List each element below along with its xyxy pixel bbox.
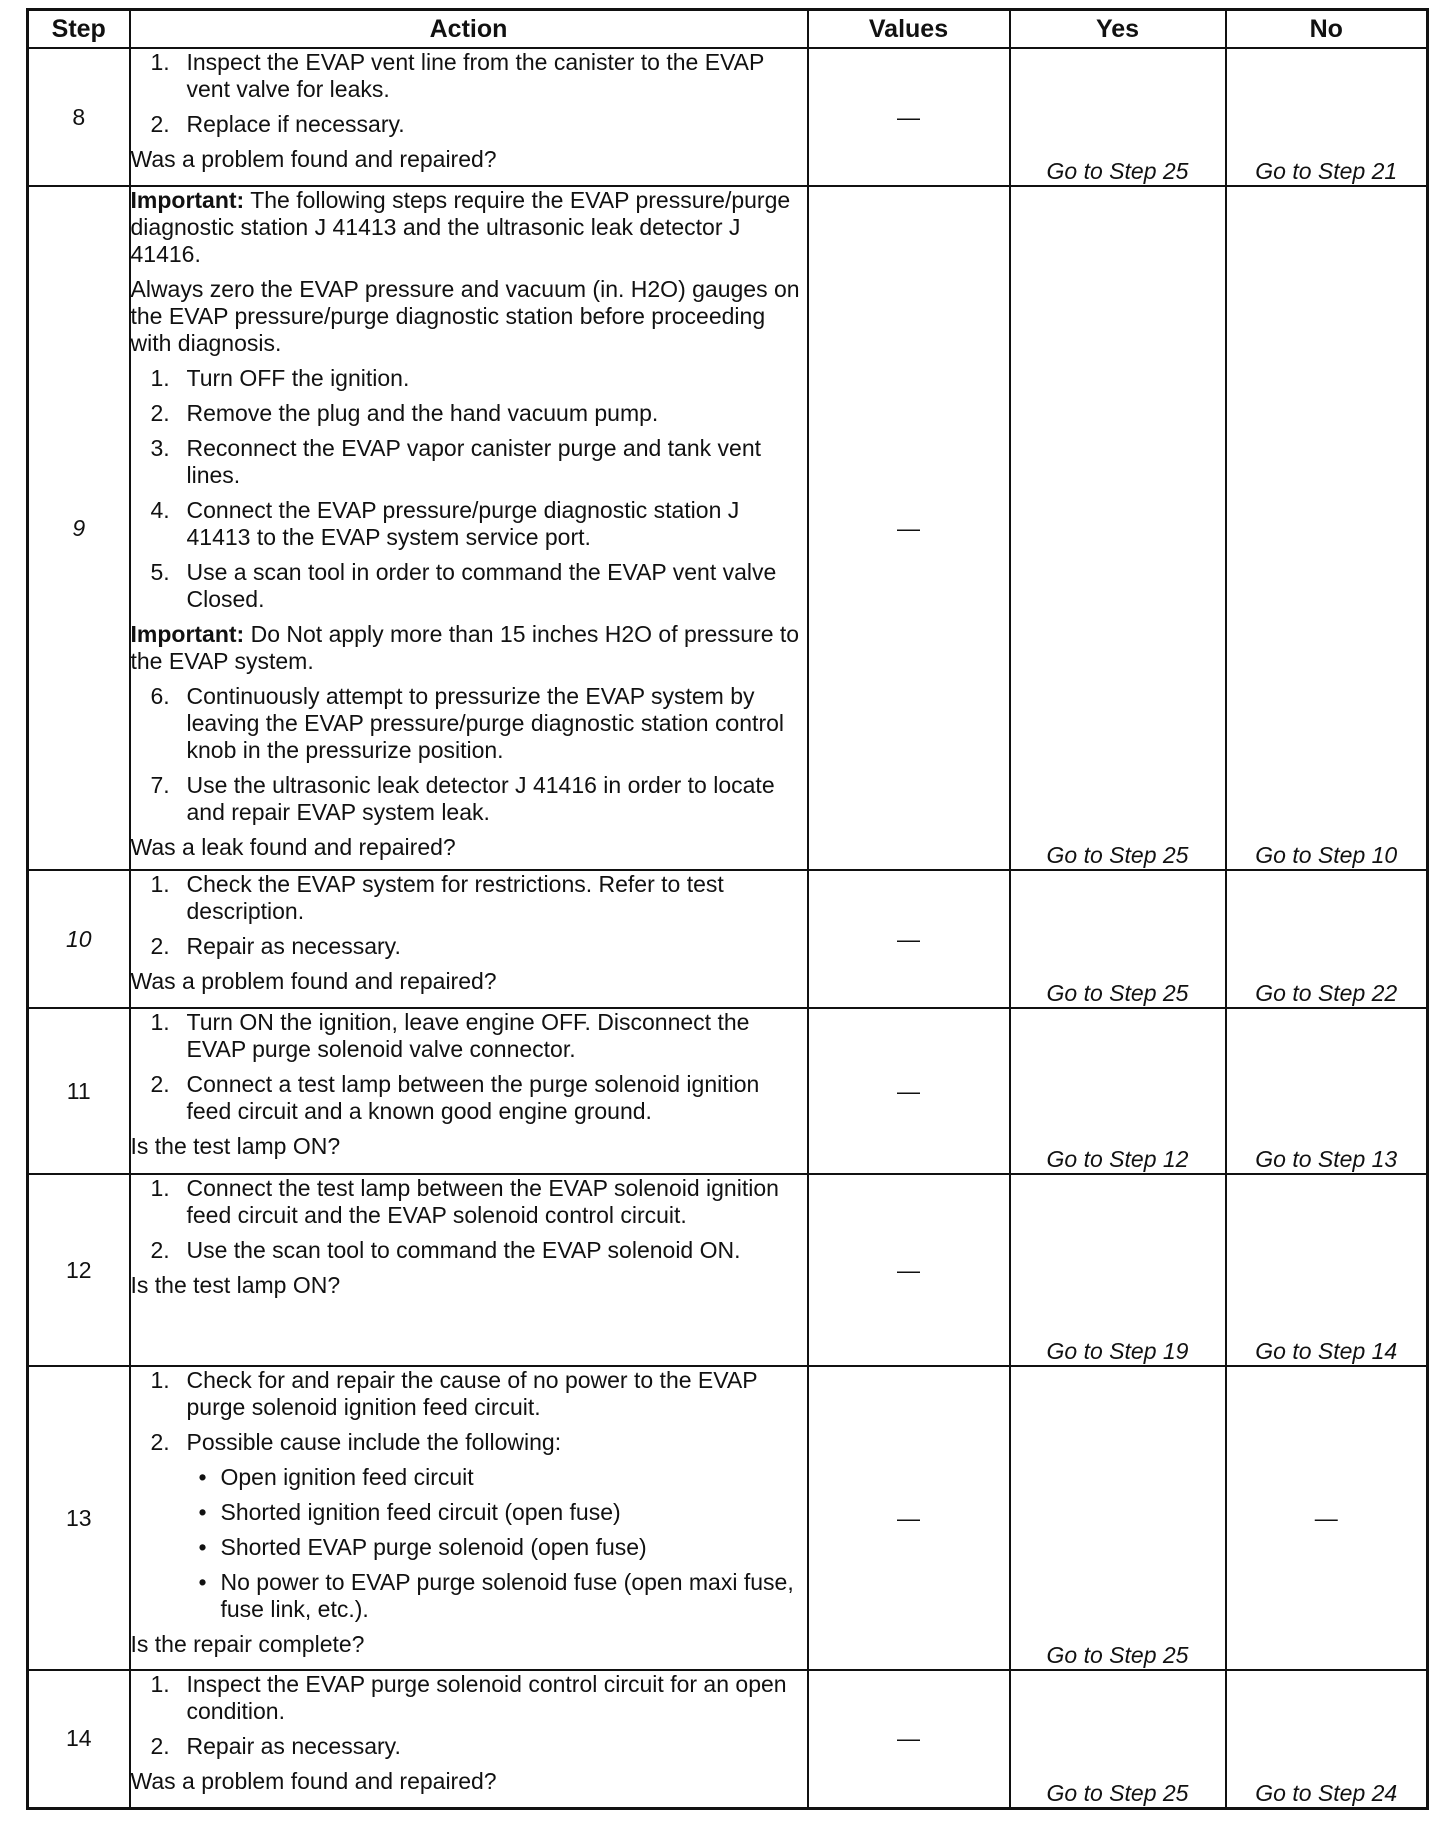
question: Was a problem found and repaired? bbox=[130, 1768, 497, 1794]
step-number: 9 bbox=[28, 186, 130, 870]
list-item: 2. Use the scan tool to command the EVAP solenoid ON. bbox=[150, 1237, 741, 1263]
action-cell bbox=[130, 1670, 808, 1808]
list-item: 2. Connect a test lamp between the purge solenoid ignition feed circuit and a known good engine ground. bbox=[150, 1071, 760, 1124]
question: Is the test lamp ON? bbox=[130, 1133, 341, 1159]
table-header-row bbox=[28, 10, 1428, 49]
table-row bbox=[28, 186, 1428, 870]
yes-cell: Go to Step 25 bbox=[1010, 48, 1226, 186]
list-item: 1. Check the EVAP system for restrictions. Refer to test description. bbox=[150, 871, 724, 924]
question: Was a problem found and repaired? bbox=[130, 968, 497, 994]
header-no: No bbox=[1226, 10, 1428, 49]
bullet-item: • No power to EVAP purge solenoid fuse (open maxi fuse, fuse link, etc.). bbox=[198, 1569, 794, 1622]
question: Is the test lamp ON? bbox=[130, 1272, 341, 1298]
values-cell: — bbox=[808, 1174, 1010, 1366]
action-cell bbox=[130, 1174, 808, 1366]
no-cell: — bbox=[1226, 1366, 1428, 1670]
step-number: 13 bbox=[28, 1366, 130, 1670]
values-cell: — bbox=[808, 1366, 1010, 1670]
list-item: 2. Replace if necessary. bbox=[150, 111, 405, 137]
header-yes: Yes bbox=[1010, 10, 1226, 49]
list-item: 4. Connect the EVAP pressure/purge diagnostic station J 41413 to the EVAP system service port. bbox=[150, 497, 740, 550]
question: Was a leak found and repaired? bbox=[130, 834, 456, 860]
table-row bbox=[28, 1366, 1428, 1670]
list-item: 2. Possible cause include the following: bbox=[150, 1429, 562, 1455]
note: Always zero the EVAP pressure and vacuum (in. H2O) gauges on the EVAP pressure/purge diagnostic station before proceeding with diagnosis. bbox=[130, 276, 800, 356]
values-cell: — bbox=[808, 186, 1010, 870]
no-cell: Go to Step 14 bbox=[1226, 1174, 1428, 1366]
list-item: 5. Use a scan tool in order to command the EVAP vent valve Closed. bbox=[150, 559, 777, 612]
yes-cell: Go to Step 25 bbox=[1010, 186, 1226, 870]
header-action: Action bbox=[130, 10, 808, 49]
important-note: Important: The following steps require the EVAP pressure/purge diagnostic station J 41413 and the ultrasonic leak detector J 41416. bbox=[130, 187, 791, 267]
list-item: 3. Reconnect the EVAP vapor canister purge and tank vent lines. bbox=[150, 435, 762, 488]
list-item: 1. Turn ON the ignition, leave engine OFF. Disconnect the EVAP purge solenoid valve connector. bbox=[150, 1009, 750, 1062]
yes-cell: Go to Step 25 bbox=[1010, 870, 1226, 1008]
list-item: 1. Inspect the EVAP purge solenoid control circuit for an open condition. bbox=[150, 1671, 787, 1724]
yes-cell: Go to Step 25 bbox=[1010, 1366, 1226, 1670]
list-item: 1. Connect the test lamp between the EVAP solenoid ignition feed circuit and the EVAP solenoid control circuit. bbox=[150, 1175, 779, 1228]
list-item: 7. Use the ultrasonic leak detector J 41416 in order to locate and repair EVAP system leak. bbox=[150, 772, 775, 825]
values-cell: — bbox=[808, 48, 1010, 186]
yes-cell: Go to Step 25 bbox=[1010, 1670, 1226, 1808]
table-row bbox=[28, 1008, 1428, 1174]
header-values: Values bbox=[808, 10, 1010, 49]
action-cell bbox=[130, 186, 808, 870]
values-cell: — bbox=[808, 870, 1010, 1008]
step-number: 14 bbox=[28, 1670, 130, 1808]
question: Is the repair complete? bbox=[130, 1631, 365, 1657]
bullet-item: • Shorted EVAP purge solenoid (open fuse) bbox=[198, 1534, 647, 1560]
header-step: Step bbox=[28, 10, 130, 49]
action-cell bbox=[130, 1366, 808, 1670]
no-cell: Go to Step 21 bbox=[1226, 48, 1428, 186]
step-number: 10 bbox=[28, 870, 130, 1008]
yes-cell: Go to Step 19 bbox=[1010, 1174, 1226, 1366]
list-item: 1. Turn OFF the ignition. bbox=[150, 365, 410, 391]
no-cell: Go to Step 10 bbox=[1226, 186, 1428, 870]
step-number: 11 bbox=[28, 1008, 130, 1174]
step-number: 12 bbox=[28, 1174, 130, 1366]
table-row bbox=[28, 1174, 1428, 1366]
table-row bbox=[28, 48, 1428, 186]
list-item: 2. Repair as necessary. bbox=[150, 933, 401, 959]
bullet-item: • Shorted ignition feed circuit (open fuse) bbox=[198, 1499, 621, 1525]
action-cell bbox=[130, 1008, 808, 1174]
no-cell: Go to Step 13 bbox=[1226, 1008, 1428, 1174]
list-item: 6. Continuously attempt to pressurize the EVAP system by leaving the EVAP pressure/purge diagnostic station control knob in the pressurize position. bbox=[150, 683, 785, 763]
diagnostic-table bbox=[26, 8, 1429, 1810]
list-item: 2. Remove the plug and the hand vacuum pump. bbox=[150, 400, 659, 426]
yes-cell: Go to Step 12 bbox=[1010, 1008, 1226, 1174]
values-cell: — bbox=[808, 1670, 1010, 1808]
bullet-item: • Open ignition feed circuit bbox=[198, 1464, 474, 1490]
action-cell bbox=[130, 48, 808, 186]
action-cell bbox=[130, 870, 808, 1008]
list-item: 2. Repair as necessary. bbox=[150, 1733, 401, 1759]
values-cell: — bbox=[808, 1008, 1010, 1174]
table-row bbox=[28, 870, 1428, 1008]
important-note: Important: Do Not apply more than 15 inches H2O of pressure to the EVAP system. bbox=[130, 621, 800, 674]
no-cell: Go to Step 24 bbox=[1226, 1670, 1428, 1808]
list-item: 1. Inspect the EVAP vent line from the canister to the EVAP vent valve for leaks. bbox=[150, 49, 764, 102]
table-row bbox=[28, 1670, 1428, 1808]
question: Was a problem found and repaired? bbox=[130, 146, 497, 172]
no-cell: Go to Step 22 bbox=[1226, 870, 1428, 1008]
step-number: 8 bbox=[28, 48, 130, 186]
list-item: 1. Check for and repair the cause of no power to the EVAP purge solenoid ignition feed circuit. bbox=[150, 1367, 758, 1420]
